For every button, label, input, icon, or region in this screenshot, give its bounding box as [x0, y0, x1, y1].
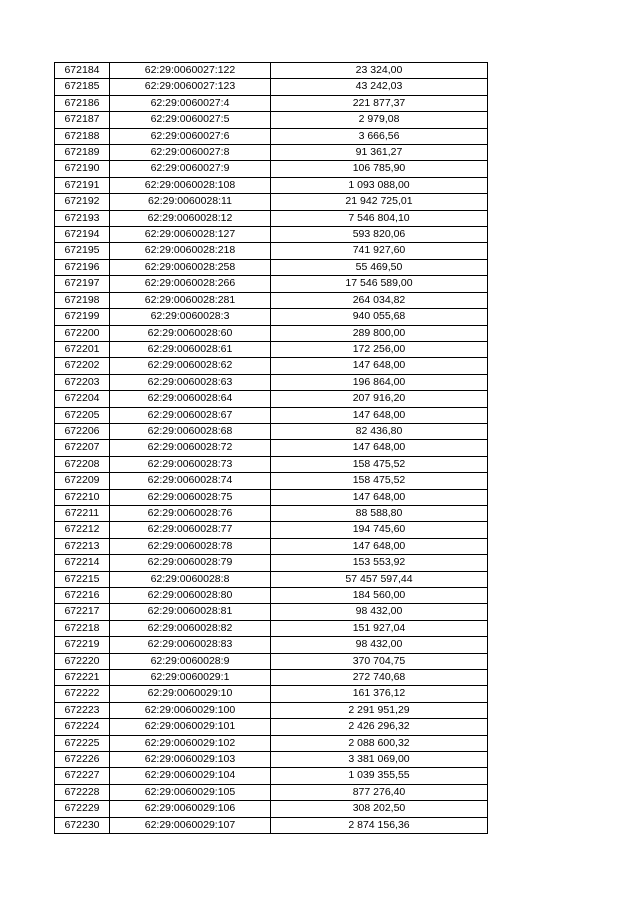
value-cell: 147 648,00: [271, 358, 488, 374]
value-cell: 147 648,00: [271, 440, 488, 456]
table-row: [55, 161, 488, 177]
cadastral-number-cell: 62:29:0060029:103: [110, 752, 271, 768]
row-id-cell: 672189: [55, 145, 110, 161]
row-id-cell: 672208: [55, 456, 110, 472]
value-cell: 151 927,04: [271, 620, 488, 636]
cadastral-number-cell: 62:29:0060028:12: [110, 210, 271, 226]
value-cell: 147 648,00: [271, 489, 488, 505]
row-id-cell: 672209: [55, 473, 110, 489]
table-row: [55, 194, 488, 210]
value-cell: 272 740,68: [271, 670, 488, 686]
data-table: [54, 62, 488, 834]
cadastral-number-cell: 62:29:0060028:64: [110, 391, 271, 407]
cadastral-number-cell: 62:29:0060027:9: [110, 161, 271, 177]
row-id-cell: 672197: [55, 276, 110, 292]
cadastral-number-cell: 62:29:0060028:79: [110, 555, 271, 571]
cadastral-number-cell: 62:29:0060029:101: [110, 719, 271, 735]
table-row: [55, 735, 488, 751]
cadastral-number-cell: 62:29:0060028:127: [110, 227, 271, 243]
row-id-cell: 672193: [55, 210, 110, 226]
cadastral-number-cell: 62:29:0060027:6: [110, 128, 271, 144]
table-row: [55, 817, 488, 833]
table-row: [55, 95, 488, 111]
cadastral-number-cell: 62:29:0060028:81: [110, 604, 271, 620]
cadastral-number-cell: 62:29:0060028:68: [110, 423, 271, 439]
value-cell: 877 276,40: [271, 784, 488, 800]
cadastral-number-cell: 62:29:0060028:83: [110, 637, 271, 653]
row-id-cell: 672201: [55, 341, 110, 357]
row-id-cell: 672184: [55, 63, 110, 79]
table-row: [55, 489, 488, 505]
row-id-cell: 672218: [55, 620, 110, 636]
cadastral-number-cell: 62:29:0060028:61: [110, 341, 271, 357]
table-row: [55, 227, 488, 243]
value-cell: 21 942 725,01: [271, 194, 488, 210]
row-id-cell: 672205: [55, 407, 110, 423]
value-cell: 370 704,75: [271, 653, 488, 669]
value-cell: 88 588,80: [271, 505, 488, 521]
row-id-cell: 672224: [55, 719, 110, 735]
table-row: [55, 309, 488, 325]
table-row: [55, 538, 488, 554]
cadastral-number-cell: 62:29:0060028:108: [110, 177, 271, 193]
row-id-cell: 672221: [55, 670, 110, 686]
cadastral-number-cell: 62:29:0060027:5: [110, 112, 271, 128]
cadastral-number-cell: 62:29:0060028:76: [110, 505, 271, 521]
row-id-cell: 672207: [55, 440, 110, 456]
table-row: [55, 325, 488, 341]
row-id-cell: 672210: [55, 489, 110, 505]
row-id-cell: 672216: [55, 588, 110, 604]
row-id-cell: 672228: [55, 784, 110, 800]
cadastral-number-cell: 62:29:0060029:10: [110, 686, 271, 702]
table-row: [55, 784, 488, 800]
row-id-cell: 672192: [55, 194, 110, 210]
cadastral-number-cell: 62:29:0060029:105: [110, 784, 271, 800]
cadastral-number-cell: 62:29:0060028:62: [110, 358, 271, 374]
value-cell: 264 034,82: [271, 292, 488, 308]
value-cell: 147 648,00: [271, 407, 488, 423]
row-id-cell: 672227: [55, 768, 110, 784]
value-cell: 196 864,00: [271, 374, 488, 390]
cadastral-number-cell: 62:29:0060028:73: [110, 456, 271, 472]
value-cell: 55 469,50: [271, 259, 488, 275]
table-row: [55, 177, 488, 193]
value-cell: 147 648,00: [271, 538, 488, 554]
value-cell: 106 785,90: [271, 161, 488, 177]
cadastral-number-cell: 62:29:0060028:3: [110, 309, 271, 325]
cadastral-number-cell: 62:29:0060028:258: [110, 259, 271, 275]
cadastral-number-cell: 62:29:0060028:77: [110, 522, 271, 538]
table-row: [55, 768, 488, 784]
value-cell: 1 093 088,00: [271, 177, 488, 193]
cadastral-number-cell: 62:29:0060029:100: [110, 702, 271, 718]
table-row: [55, 473, 488, 489]
value-cell: 172 256,00: [271, 341, 488, 357]
row-id-cell: 672220: [55, 653, 110, 669]
table-row: [55, 653, 488, 669]
value-cell: 23 324,00: [271, 63, 488, 79]
value-cell: 17 546 589,00: [271, 276, 488, 292]
cadastral-number-cell: 62:29:0060029:102: [110, 735, 271, 751]
table-row: [55, 670, 488, 686]
value-cell: 43 242,03: [271, 79, 488, 95]
table-row: [55, 63, 488, 79]
cadastral-number-cell: 62:29:0060028:75: [110, 489, 271, 505]
value-cell: 98 432,00: [271, 637, 488, 653]
table-row: [55, 686, 488, 702]
value-cell: 221 877,37: [271, 95, 488, 111]
cadastral-number-cell: 62:29:0060028:78: [110, 538, 271, 554]
value-cell: 3 381 069,00: [271, 752, 488, 768]
row-id-cell: 672199: [55, 309, 110, 325]
row-id-cell: 672214: [55, 555, 110, 571]
table-row: [55, 440, 488, 456]
table-row: [55, 128, 488, 144]
table-row: [55, 210, 488, 226]
value-cell: 57 457 597,44: [271, 571, 488, 587]
row-id-cell: 672204: [55, 391, 110, 407]
value-cell: 207 916,20: [271, 391, 488, 407]
cadastral-number-cell: 62:29:0060028:8: [110, 571, 271, 587]
value-cell: 741 927,60: [271, 243, 488, 259]
table-row: [55, 702, 488, 718]
row-id-cell: 672223: [55, 702, 110, 718]
row-id-cell: 672203: [55, 374, 110, 390]
value-cell: 7 546 804,10: [271, 210, 488, 226]
cadastral-number-cell: 62:29:0060028:281: [110, 292, 271, 308]
value-cell: 2 874 156,36: [271, 817, 488, 833]
value-cell: 194 745,60: [271, 522, 488, 538]
value-cell: 1 039 355,55: [271, 768, 488, 784]
table-row: [55, 801, 488, 817]
table-row: [55, 145, 488, 161]
value-cell: 91 361,27: [271, 145, 488, 161]
row-id-cell: 672225: [55, 735, 110, 751]
table-row: [55, 423, 488, 439]
table-row: [55, 407, 488, 423]
table-row: [55, 374, 488, 390]
value-cell: 2 426 296,32: [271, 719, 488, 735]
table-row: [55, 505, 488, 521]
cadastral-number-cell: 62:29:0060029:104: [110, 768, 271, 784]
row-id-cell: 672190: [55, 161, 110, 177]
cadastral-number-cell: 62:29:0060027:122: [110, 63, 271, 79]
table-body: [55, 63, 488, 834]
row-id-cell: 672230: [55, 817, 110, 833]
cadastral-number-cell: 62:29:0060028:11: [110, 194, 271, 210]
value-cell: 289 800,00: [271, 325, 488, 341]
table-row: [55, 292, 488, 308]
table-row: [55, 604, 488, 620]
value-cell: 158 475,52: [271, 473, 488, 489]
value-cell: 2 979,08: [271, 112, 488, 128]
cadastral-number-cell: 62:29:0060028:67: [110, 407, 271, 423]
table-row: [55, 637, 488, 653]
table-row: [55, 259, 488, 275]
row-id-cell: 672194: [55, 227, 110, 243]
value-cell: 82 436,80: [271, 423, 488, 439]
table-row: [55, 276, 488, 292]
table-row: [55, 555, 488, 571]
cadastral-number-cell: 62:29:0060028:82: [110, 620, 271, 636]
table-row: [55, 522, 488, 538]
cadastral-number-cell: 62:29:0060029:106: [110, 801, 271, 817]
value-cell: 98 432,00: [271, 604, 488, 620]
row-id-cell: 672206: [55, 423, 110, 439]
row-id-cell: 672212: [55, 522, 110, 538]
value-cell: 161 376,12: [271, 686, 488, 702]
table-row: [55, 243, 488, 259]
row-id-cell: 672211: [55, 505, 110, 521]
cadastral-number-cell: 62:29:0060028:266: [110, 276, 271, 292]
table-row: [55, 571, 488, 587]
row-id-cell: 672229: [55, 801, 110, 817]
table-row: [55, 341, 488, 357]
value-cell: 2 291 951,29: [271, 702, 488, 718]
cadastral-number-cell: 62:29:0060028:74: [110, 473, 271, 489]
value-cell: 3 666,56: [271, 128, 488, 144]
table-row: [55, 391, 488, 407]
table-row: [55, 752, 488, 768]
value-cell: 940 055,68: [271, 309, 488, 325]
cadastral-number-cell: 62:29:0060027:8: [110, 145, 271, 161]
row-id-cell: 672215: [55, 571, 110, 587]
row-id-cell: 672200: [55, 325, 110, 341]
table-row: [55, 112, 488, 128]
row-id-cell: 672202: [55, 358, 110, 374]
table-row: [55, 620, 488, 636]
value-cell: 2 088 600,32: [271, 735, 488, 751]
cadastral-number-cell: 62:29:0060028:72: [110, 440, 271, 456]
row-id-cell: 672196: [55, 259, 110, 275]
cadastral-number-cell: 62:29:0060027:123: [110, 79, 271, 95]
row-id-cell: 672187: [55, 112, 110, 128]
cadastral-number-cell: 62:29:0060029:107: [110, 817, 271, 833]
row-id-cell: 672191: [55, 177, 110, 193]
value-cell: 184 560,00: [271, 588, 488, 604]
table-row: [55, 456, 488, 472]
row-id-cell: 672213: [55, 538, 110, 554]
table-row: [55, 79, 488, 95]
value-cell: 158 475,52: [271, 456, 488, 472]
table-row: [55, 719, 488, 735]
row-id-cell: 672198: [55, 292, 110, 308]
cadastral-number-cell: 62:29:0060028:60: [110, 325, 271, 341]
cadastral-number-cell: 62:29:0060028:9: [110, 653, 271, 669]
cadastral-number-cell: 62:29:0060028:218: [110, 243, 271, 259]
cadastral-number-cell: 62:29:0060029:1: [110, 670, 271, 686]
row-id-cell: 672186: [55, 95, 110, 111]
table-row: [55, 358, 488, 374]
cadastral-number-cell: 62:29:0060027:4: [110, 95, 271, 111]
value-cell: 593 820,06: [271, 227, 488, 243]
row-id-cell: 672222: [55, 686, 110, 702]
table-row: [55, 588, 488, 604]
cadastral-number-cell: 62:29:0060028:80: [110, 588, 271, 604]
value-cell: 308 202,50: [271, 801, 488, 817]
cadastral-number-cell: 62:29:0060028:63: [110, 374, 271, 390]
row-id-cell: 672188: [55, 128, 110, 144]
row-id-cell: 672217: [55, 604, 110, 620]
row-id-cell: 672185: [55, 79, 110, 95]
value-cell: 153 553,92: [271, 555, 488, 571]
row-id-cell: 672226: [55, 752, 110, 768]
row-id-cell: 672195: [55, 243, 110, 259]
row-id-cell: 672219: [55, 637, 110, 653]
